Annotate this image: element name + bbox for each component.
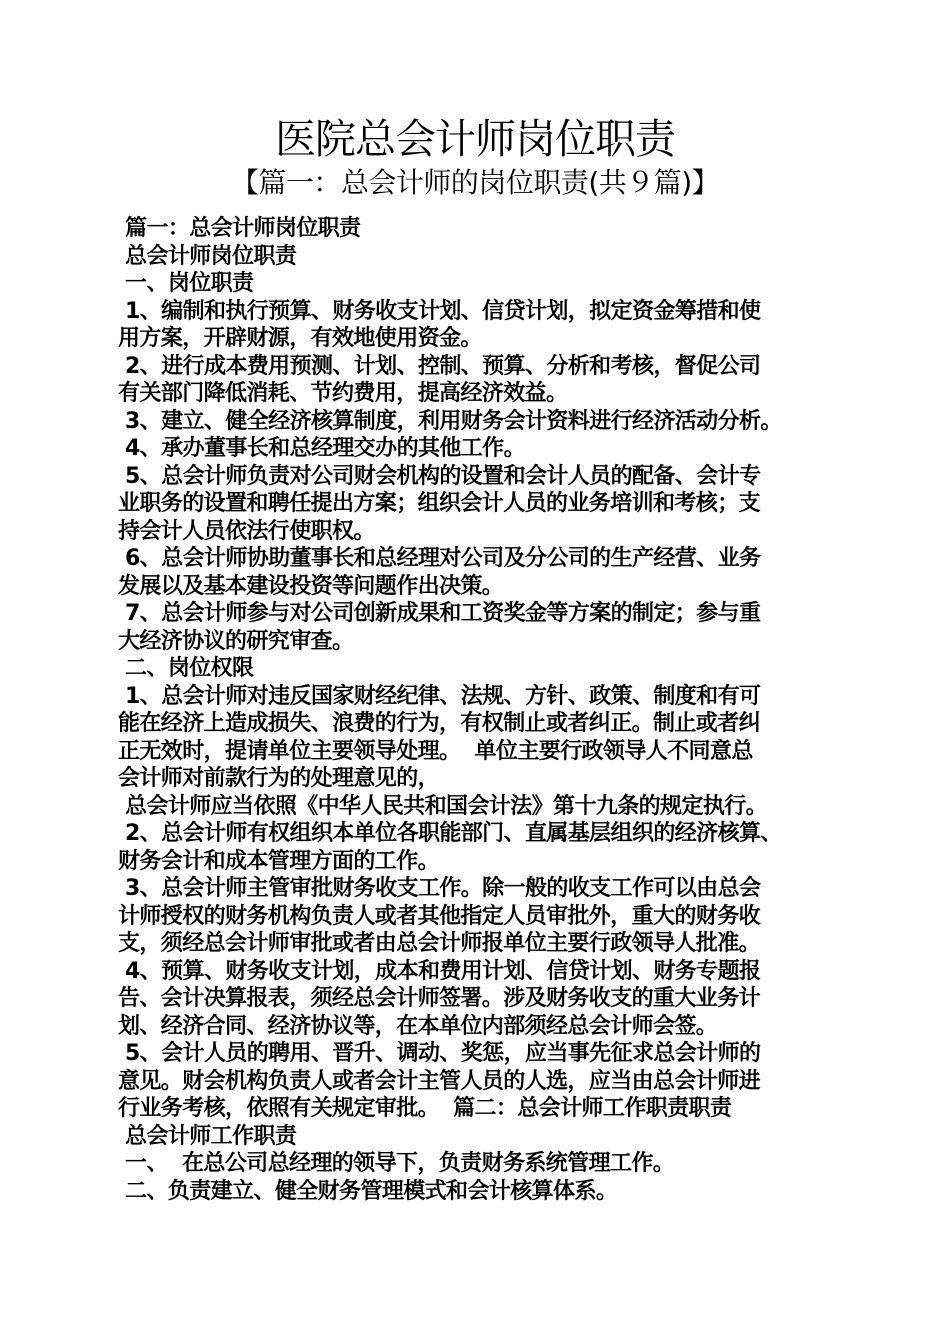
body-line: 二、岗位权限 (118, 656, 254, 681)
body-line: 一、 在总公司总经理的领导下，负责财务系统管理工作。 (118, 1151, 675, 1176)
body-line: 7、总会计师参与对公司创新成果和工资奖金等方案的制定；参与重 (118, 601, 761, 626)
body-line: 财务会计和成本管理方面的工作。 (118, 848, 440, 874)
body-line: 计师授权的财务机构负责人或者其他指定人员审批外，重大的财务收 (118, 903, 761, 929)
body-line: 大经济协议的研究审查。 (118, 628, 354, 654)
body-line: 持会计人员依法行使职权。 (118, 518, 375, 544)
body-line: 1、总会计师对违反国家财经纪律、法规、方针、政策、制度和有可 (118, 683, 761, 709)
body-line: 发展以及基本建设投资等问题作出决策。 (118, 573, 504, 599)
body-line: 一、岗位职责 (118, 271, 254, 296)
body-line: 二、负责建立、健全财务管理模式和会计核算体系。 (118, 1178, 618, 1204)
body-line: 意见。财会机构负责人或者会计主管人员的人选，应当由总会计师进 (118, 1068, 761, 1094)
body-line: 支，须经总会计师审批或者由总会计师报单位主要行政领导人批准。 (118, 931, 761, 956)
body-line: 总会计师工作职责 (118, 1123, 297, 1149)
body-line: 告、会计决算报表，须经总会计师签署。涉及财务收支的重大业务计 (118, 986, 761, 1011)
document-title: 医院总会计师岗位职责 (275, 115, 675, 163)
body-line: 用方案，开辟财源，有效地使用资金。 (118, 326, 482, 351)
body-line: 篇一：总会计师岗位职责 (118, 216, 361, 241)
body-line: 有关部门降低消耗、节约费用，提高经济效益。 (118, 381, 568, 406)
body-line: 2、进行成本费用预测、计划、控制、预算、分析和考核，督促公司 (118, 353, 761, 379)
body-line: 能在经济上造成损失、浪费的行为，有权制止或者纠正。制止或者纠 (118, 711, 761, 736)
body-line: 6、总会计师协助董事长和总经理对公司及分公司的生产经营、业务 (118, 546, 761, 571)
body-line: 总会计师岗位职责 (118, 243, 297, 269)
document-subtitle: 【篇一：总会计师的岗位职责(共９篇)】 (230, 166, 720, 199)
body-line: 5、总会计师负责对公司财会机构的设置和会计人员的配备、会计专 (118, 463, 761, 489)
body-line: 2、总会计师有权组织本单位各职能部门、直属基层组织的经济核算、 (118, 821, 782, 846)
body-line: 划、经济合同、经济协议等，在本单位内部须经总会计师会签。 (118, 1013, 718, 1039)
body-line: 3、总会计师主管审批财务收支工作。除一般的收支工作可以由总会 (118, 876, 761, 901)
body-line: 业职务的设置和聘任提出方案；组织会计人员的业务培训和考核；支 (118, 491, 761, 516)
body-line: 5、会计人员的聘用、晋升、调动、奖惩，应当事先征求总会计师的 (118, 1041, 761, 1066)
body-line: 3、建立、健全经济核算制度，利用财务会计资料进行经济活动分析。 (118, 408, 782, 434)
body-line: 4、预算、财务收支计划，成本和费用计划、信贷计划、财务专题报 (118, 958, 761, 984)
body-line: 会计师对前款行为的处理意见的， (118, 766, 440, 791)
body-line: 行业务考核，依照有关规定审批。 篇二：总会计师工作职责职责 (118, 1096, 732, 1121)
body-line: 总会计师应当依照《中华人民共和国会计法》第十九条的规定执行。 (118, 793, 768, 819)
body-line: 4、承办董事长和总经理交办的其他工作。 (118, 436, 525, 461)
body-line: 正无效时，提请单位主要领导处理。 单位主要行政领导人不同意总 (118, 738, 753, 764)
body-line: 1、编制和执行预算、财务收支计划、信贷计划，拟定资金筹措和使 (118, 298, 761, 324)
document-body (118, 215, 842, 1205)
